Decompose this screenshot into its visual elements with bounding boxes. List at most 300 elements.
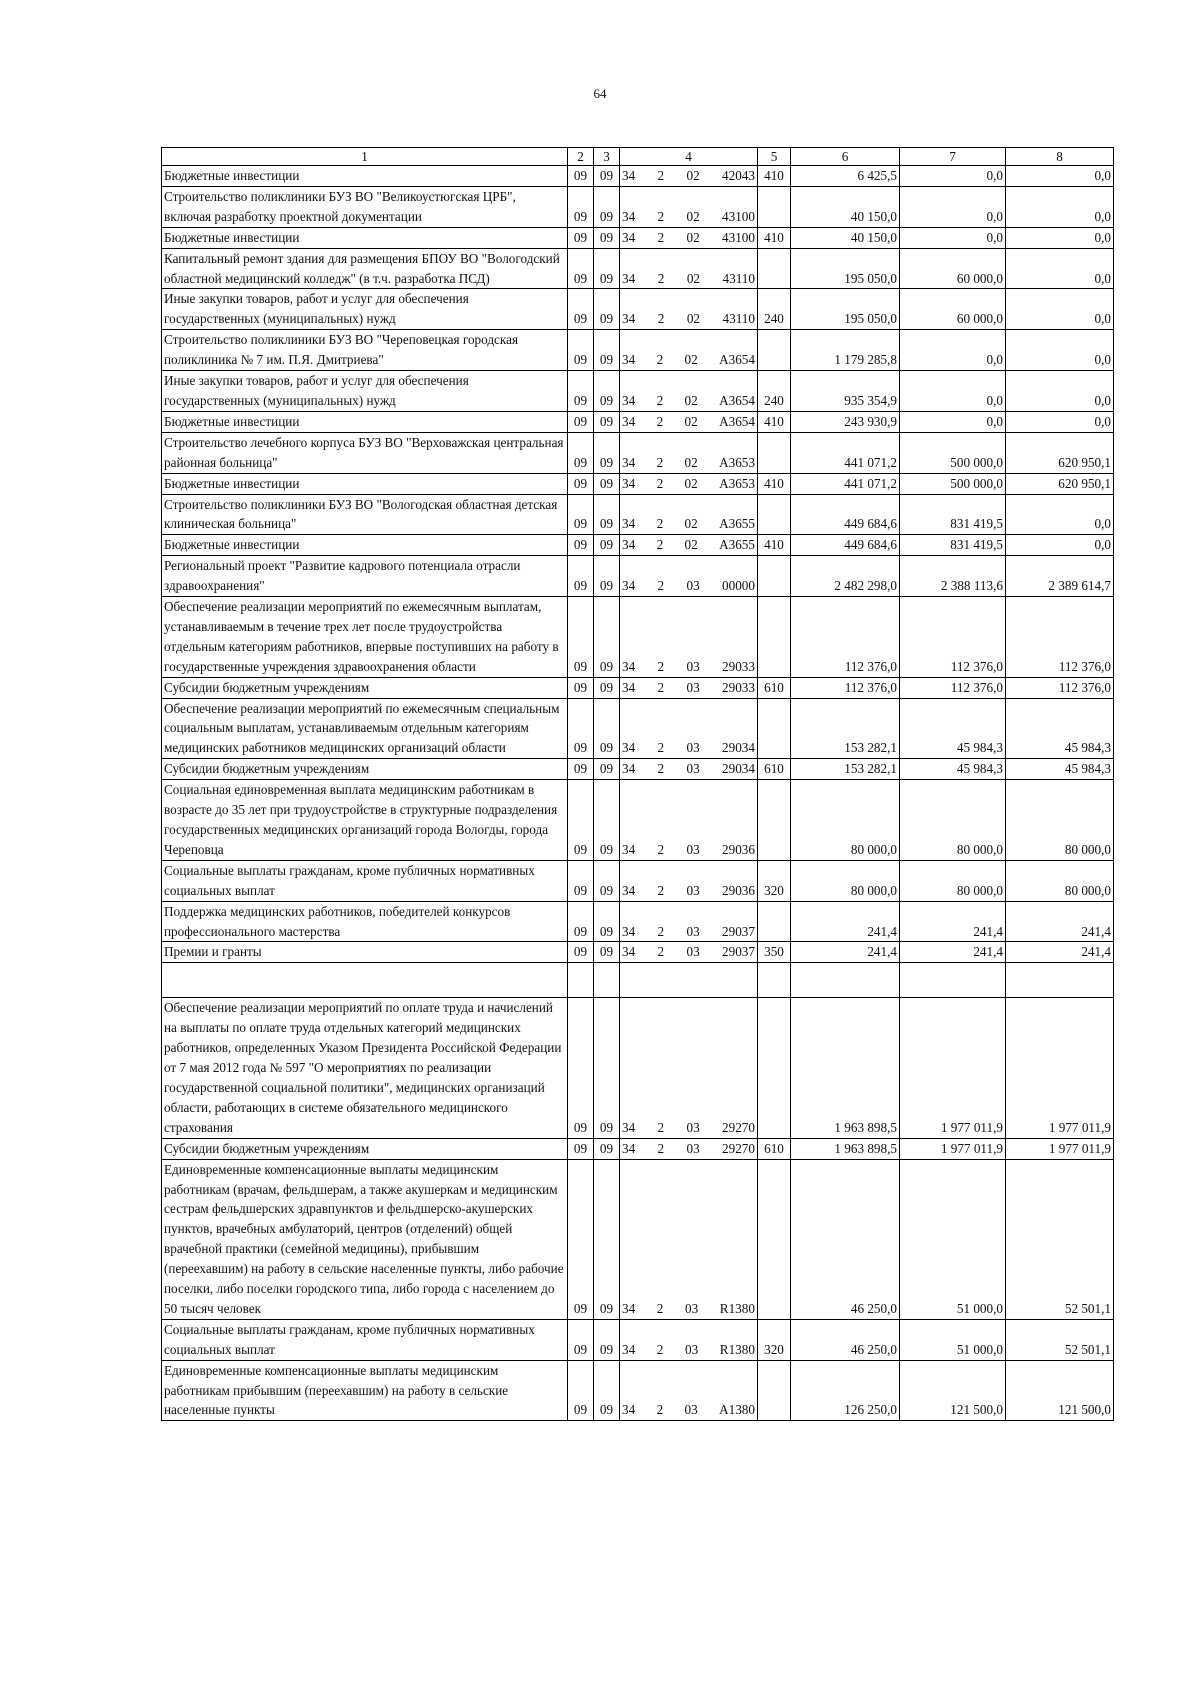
table-cell: 09 [568,780,594,861]
table-cell: Премии и гранты [162,942,568,963]
table-cell: Региональный проект "Развитие кадрового потенциала отрасли здравоохранения" [162,556,568,597]
target-code [622,350,755,370]
target-code [622,269,755,289]
target-code-cell [620,289,758,330]
table-cell: 51 000,0 [900,1319,1006,1360]
code-segment: 34 [622,923,636,939]
table-cell: 0,0 [1006,535,1114,556]
table-row [162,942,1114,963]
table-row [162,248,1114,289]
table-cell: 46 250,0 [791,1319,900,1360]
code-segment: 2 [656,413,664,429]
code-segment: 34 [622,413,636,429]
table-cell: 09 [594,698,620,759]
code-segment: 2 [656,516,664,532]
code-segment: 2 [656,1300,664,1316]
code-segment: А3653 [719,475,755,491]
target-code-cell [620,1319,758,1360]
table-cell: 09 [594,166,620,187]
target-code-cell [620,1360,758,1421]
target-code-cell [620,248,758,289]
table-cell [758,556,791,597]
table-cell: 610 [758,677,791,698]
target-code-cell [620,860,758,901]
table-cell: 09 [594,1138,620,1159]
table-cell: 831 419,5 [900,494,1006,535]
code-segment: 2 [657,311,665,327]
table-cell: 80 000,0 [791,780,900,861]
code-segment: 29033 [722,679,755,695]
table-cell: 09 [568,1360,594,1421]
table-cell: 09 [594,998,620,1138]
target-code-cell [620,494,758,535]
code-segment: А3655 [719,537,755,553]
table-cell: 0,0 [900,411,1006,432]
code-segment: 2 [656,1341,664,1357]
header-cell: 7 [900,148,1006,166]
code-segment: 03 [685,1300,699,1316]
table-cell: 121 500,0 [1006,1360,1114,1421]
table-cell: 410 [758,411,791,432]
table-cell: 2 389 614,7 [1006,556,1114,597]
table-cell: 153 282,1 [791,698,900,759]
table-cell: 449 684,6 [791,535,900,556]
table-row [162,1360,1114,1421]
code-segment: 29037 [722,923,755,939]
table-cell: 500 000,0 [900,473,1006,494]
table-cell: 40 150,0 [791,186,900,227]
table-cell: 09 [568,186,594,227]
table-cell: 0,0 [1006,411,1114,432]
code-segment: 02 [686,270,700,286]
table-cell: 09 [568,1138,594,1159]
table-cell: 6 425,5 [791,166,900,187]
table-cell: Капитальный ремонт здания для размещения БПОУ ВО "Вологодский областной медицинский колледж" (в т.ч. разработка ПСД) [162,248,568,289]
table-row [162,901,1114,942]
table-cell: 80 000,0 [791,860,900,901]
code-segment: 29037 [722,944,755,960]
code-segment: А1380 [719,1402,755,1418]
code-segment: R1380 [719,1341,755,1357]
table-cell: 441 071,2 [791,432,900,473]
spacer-row [162,963,1114,998]
target-code [622,166,755,186]
code-segment: 34 [622,454,636,470]
target-code [622,1400,755,1420]
table-cell: Обеспечение реализации мероприятий по ежемесячным специальным социальным выплатам, устанавливаемым отдельным категориям медицинских работников медицинских организаций области [162,698,568,759]
target-code-cell [620,698,758,759]
table-cell: Поддержка медицинских работников, победителей конкурсов профессионального мастерства [162,901,568,942]
table-row [162,494,1114,535]
code-segment: 34 [622,578,636,594]
table-row [162,1319,1114,1360]
table-cell: 09 [594,780,620,861]
target-code-cell [620,780,758,861]
budget-table [161,147,1114,1421]
code-segment: 03 [686,923,700,939]
table-cell: 500 000,0 [900,432,1006,473]
table-cell: 126 250,0 [791,1360,900,1421]
code-segment: 34 [622,352,636,368]
code-segment: 34 [622,882,636,898]
header-cell: 1 [162,148,568,166]
target-code [622,535,755,555]
table-cell: Бюджетные инвестиции [162,227,568,248]
code-segment: 2 [656,475,664,491]
table-row [162,698,1114,759]
table-cell: 60 000,0 [900,289,1006,330]
table-cell: 09 [568,411,594,432]
target-code-cell [620,759,758,780]
table-cell: 09 [568,942,594,963]
table-cell: 350 [758,942,791,963]
table-cell: 09 [568,860,594,901]
code-segment: 03 [684,1402,698,1418]
table-cell: 09 [594,901,620,942]
table-cell: 831 419,5 [900,535,1006,556]
table-cell: 620 950,1 [1006,432,1114,473]
target-code [622,514,755,534]
target-code [622,657,755,677]
table-row [162,1159,1114,1319]
table-cell: Строительство поликлиники БУЗ ВО "Великоустюгская ЦРБ", включая разработку проектной документации [162,186,568,227]
header-cell: 8 [1006,148,1114,166]
empty-cell [791,963,900,998]
table-cell: 112 376,0 [900,677,1006,698]
table-cell: 45 984,3 [900,759,1006,780]
code-segment: А3654 [719,352,755,368]
table-cell [758,432,791,473]
table-cell: 1 179 285,8 [791,330,900,371]
table-cell: 0,0 [1006,227,1114,248]
table-cell: 09 [594,556,620,597]
target-code [622,678,755,698]
table-cell: 241,4 [900,901,1006,942]
table-cell: 09 [568,1159,594,1319]
code-segment: 03 [686,658,700,674]
target-code-cell [620,901,758,942]
code-segment: 02 [684,454,698,470]
code-segment: 42043 [722,168,755,183]
table-cell: Обеспечение реализации мероприятий по оплате труда и начислений на выплаты по оплате труда отдельных категорий медицинских работников, определенных Указом Президента Российской Федерации от 7 мая 2012 года № 597 "О мероприятиях по реализации государственной социальной политики", медицинских организаций области, работающих в системе обязательного медицинского страхования [162,998,568,1138]
table-cell: 60 000,0 [900,248,1006,289]
table-cell: 620 950,1 [1006,473,1114,494]
table-row [162,473,1114,494]
code-segment: А3653 [719,454,755,470]
table-cell: Строительство поликлиники БУЗ ВО "Череповецкая городская поликлиника № 7 им. П.Я. Дмитриева" [162,330,568,371]
code-segment: 34 [622,475,636,491]
table-cell: 09 [594,759,620,780]
table-cell [758,901,791,942]
target-code-cell [620,186,758,227]
target-code [622,1299,755,1319]
table-cell: 09 [568,901,594,942]
code-segment: 2 [656,537,664,553]
table-cell: 610 [758,1138,791,1159]
code-segment: 2 [657,761,665,777]
code-segment: А3655 [719,516,755,532]
target-code [622,840,755,860]
table-row [162,597,1114,678]
table-row [162,759,1114,780]
table-row [162,998,1114,1138]
code-segment: 2 [657,679,665,695]
table-cell: 09 [594,248,620,289]
table-cell: 1 977 011,9 [900,1138,1006,1159]
empty-cell [900,963,1006,998]
table-cell: Бюджетные инвестиции [162,411,568,432]
table-cell: 45 984,3 [1006,698,1114,759]
code-segment: 43100 [722,208,755,224]
code-segment: 02 [686,208,700,224]
empty-cell [162,963,568,998]
target-code [622,474,755,494]
table-row [162,411,1114,432]
table-cell: 1 963 898,5 [791,1138,900,1159]
table-cell: 0,0 [1006,494,1114,535]
code-segment: 2 [657,944,665,960]
table-row [162,535,1114,556]
header-cell: 5 [758,148,791,166]
table-cell: 09 [568,494,594,535]
table-cell: 09 [594,494,620,535]
target-code [622,1340,755,1360]
target-code-cell [620,942,758,963]
table-cell: 45 984,3 [1006,759,1114,780]
table-cell: 1 963 898,5 [791,998,900,1138]
table-cell: Бюджетные инвестиции [162,166,568,187]
empty-cell [1006,963,1114,998]
target-code [622,453,755,473]
table-cell: 80 000,0 [900,780,1006,861]
table-cell: 441 071,2 [791,473,900,494]
target-code-cell [620,1138,758,1159]
table-row [162,860,1114,901]
table-cell: 09 [568,248,594,289]
code-segment: 03 [686,841,700,857]
table-cell: 46 250,0 [791,1159,900,1319]
code-segment: 2 [657,923,665,939]
header-cell: 6 [791,148,900,166]
empty-cell [758,963,791,998]
code-segment: 2 [657,1119,665,1135]
table-cell: 80 000,0 [900,860,1006,901]
target-code [622,738,755,758]
code-segment: 34 [622,208,636,224]
table-cell: 09 [594,473,620,494]
code-segment: 02 [684,516,698,532]
table-cell: 112 376,0 [791,677,900,698]
table-cell: 09 [568,166,594,187]
table-cell: Субсидии бюджетным учреждениям [162,1138,568,1159]
table-cell: 80 000,0 [1006,780,1114,861]
table-cell: Обеспечение реализации мероприятий по ежемесячным выплатам, устанавливаемым в течение трех лет после трудоустройства отдельным категориям работников, впервые поступивших на работу в государственные учреждения здравоохранения области [162,597,568,678]
code-segment: 02 [684,537,698,553]
table-cell: 09 [594,942,620,963]
table-cell: Социальные выплаты гражданам, кроме публичных нормативных социальных выплат [162,1319,568,1360]
table-cell: 09 [568,677,594,698]
target-code-cell [620,535,758,556]
target-code [622,228,755,248]
table-row [162,1138,1114,1159]
code-segment: 34 [622,841,636,857]
table-cell: 09 [568,535,594,556]
table-cell: 241,4 [791,942,900,963]
table-cell: 195 050,0 [791,289,900,330]
table-cell: 112 376,0 [1006,597,1114,678]
table-cell: 243 930,9 [791,411,900,432]
table-cell: 09 [568,698,594,759]
table-cell: 0,0 [1006,248,1114,289]
code-segment: 2 [657,1140,665,1156]
target-code-cell [620,227,758,248]
table-cell: 0,0 [1006,330,1114,371]
table-cell: Бюджетные инвестиции [162,535,568,556]
table-cell: 09 [568,597,594,678]
table-cell: 09 [568,330,594,371]
target-code-cell [620,330,758,371]
table-cell: Бюджетные инвестиции [162,473,568,494]
table-cell: 112 376,0 [1006,677,1114,698]
header-cell: 4 [620,148,758,166]
table-cell: 09 [568,371,594,412]
table-cell: Строительство поликлиники БУЗ ВО "Вологодская областная детская клиническая больница" [162,494,568,535]
table-cell: Субсидии бюджетным учреждениям [162,677,568,698]
target-code-cell [620,998,758,1138]
table-cell: 1 977 011,9 [900,998,1006,1138]
code-segment: 34 [622,270,636,286]
code-segment: 2 [656,352,664,368]
code-segment: 34 [622,1140,636,1156]
code-segment: 03 [686,1119,700,1135]
header-cell: 2 [568,148,594,166]
code-segment: 29034 [722,740,755,756]
code-segment: 34 [622,392,636,408]
table-cell: Социальные выплаты гражданам, кроме публичных нормативных социальных выплат [162,860,568,901]
code-segment: 34 [622,537,636,553]
table-cell: 935 354,9 [791,371,900,412]
target-code [622,1118,755,1138]
code-segment: 2 [657,168,665,183]
code-segment: А3654 [719,413,755,429]
target-code-cell [620,432,758,473]
table-row [162,166,1114,187]
table-cell: 241,4 [1006,901,1114,942]
table-cell [758,494,791,535]
table-cell: 09 [594,330,620,371]
target-code-cell [620,411,758,432]
code-segment: 34 [622,1341,636,1357]
table-cell: 153 282,1 [791,759,900,780]
target-code-cell [620,677,758,698]
table-cell: 09 [594,1159,620,1319]
code-segment: 29033 [722,658,755,674]
table-cell: 09 [594,1360,620,1421]
target-code-cell [620,556,758,597]
target-code [622,922,755,942]
code-segment: 03 [686,1140,700,1156]
table-cell [758,330,791,371]
code-segment: 02 [684,392,698,408]
code-segment: 02 [684,352,698,368]
table-cell [758,780,791,861]
table-cell: 241,4 [791,901,900,942]
table-cell [758,698,791,759]
code-segment: 34 [622,761,636,777]
target-code [622,309,755,329]
code-segment: 29270 [722,1140,755,1156]
table-cell: 09 [568,556,594,597]
table-cell: 0,0 [1006,289,1114,330]
target-code [622,576,755,596]
code-segment: 03 [685,1341,699,1357]
table-cell: 0,0 [900,371,1006,412]
table-cell: 1 977 011,9 [1006,1138,1114,1159]
code-segment: 03 [686,761,700,777]
code-segment: 2 [656,454,664,470]
code-segment: 2 [656,392,664,408]
table-cell: Строительство лечебного корпуса БУЗ ВО "Верховажская центральная районная больница" [162,432,568,473]
table-cell: 0,0 [1006,166,1114,187]
table-cell: 410 [758,535,791,556]
table-cell [758,998,791,1138]
table-cell: Субсидии бюджетным учреждениям [162,759,568,780]
target-code-cell [620,371,758,412]
code-segment: 02 [684,413,698,429]
table-cell: 09 [594,371,620,412]
target-code-cell [620,166,758,187]
table-cell: 0,0 [900,166,1006,187]
table-cell: 320 [758,1319,791,1360]
table-cell: 40 150,0 [791,227,900,248]
table-row [162,289,1114,330]
code-segment: 34 [622,168,636,183]
code-segment: 34 [622,1119,636,1135]
table-cell: 09 [594,860,620,901]
target-code [622,942,755,962]
table-row [162,227,1114,248]
empty-cell [620,963,758,998]
table-cell: 112 376,0 [900,597,1006,678]
code-segment: R1380 [719,1300,755,1316]
header-cell: 3 [594,148,620,166]
table-cell [758,186,791,227]
table-row [162,186,1114,227]
table-cell: 2 482 298,0 [791,556,900,597]
table-cell: 09 [568,759,594,780]
target-code-cell [620,1159,758,1319]
table-cell: 09 [568,432,594,473]
table-cell [758,248,791,289]
code-segment: 29036 [722,841,755,857]
code-segment: 43100 [722,229,755,245]
target-code [622,759,755,779]
table-cell: 52 501,1 [1006,1159,1114,1319]
code-segment: 34 [622,740,636,756]
table-cell: 09 [594,535,620,556]
code-segment: 34 [622,229,636,245]
table-cell: Единовременные компенсационные выплаты медицинским работникам прибывшим (переехавшим) на работу в сельские населенные пункты [162,1360,568,1421]
table-cell: 241,4 [900,942,1006,963]
table-cell: 09 [594,227,620,248]
table-cell: 09 [568,227,594,248]
code-segment: 02 [686,168,700,183]
code-segment: 03 [686,944,700,960]
table-cell: 09 [594,432,620,473]
table-cell: 449 684,6 [791,494,900,535]
target-code [622,412,755,432]
table-cell [758,1360,791,1421]
